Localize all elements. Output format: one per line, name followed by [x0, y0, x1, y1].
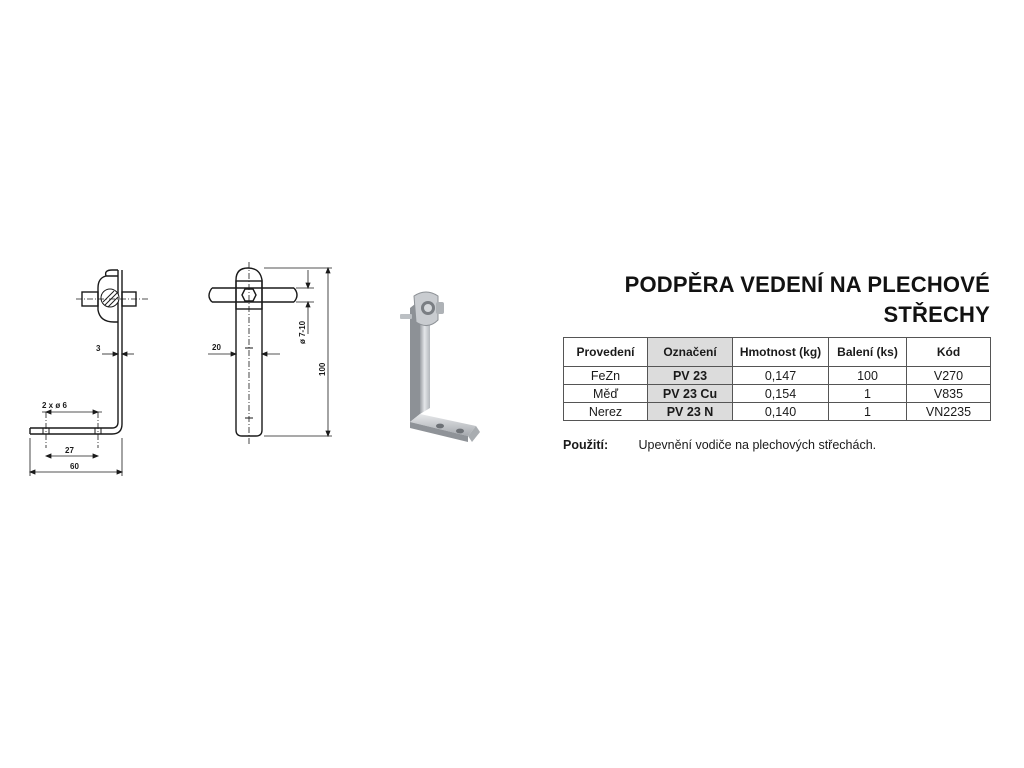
side-view-drawing [22, 262, 162, 482]
product-photo [396, 286, 488, 452]
dim-60-label: 60 [70, 462, 79, 471]
cell-baleni: 1 [829, 403, 907, 421]
cell-kod: VN2235 [907, 403, 991, 421]
cell-oznaceni: PV 23 [648, 367, 733, 385]
table-row [564, 385, 991, 403]
table-row [564, 403, 991, 421]
cell-provedeni: Měď [564, 385, 648, 403]
usage-note [563, 438, 876, 452]
cell-baleni: 1 [829, 385, 907, 403]
dim-3-label: 3 [96, 344, 101, 353]
header-kod: Kód [907, 338, 991, 367]
dim-27-label: 27 [65, 446, 74, 455]
dim-holes-label: 2 x ø 6 [42, 401, 67, 410]
usage-text: Upevnění vodiče na plechových střechách. [638, 438, 877, 452]
product-title-line-2: STŘECHY [883, 302, 990, 327]
usage-label: Použití: [563, 438, 609, 452]
table-header-row [564, 338, 991, 367]
cell-oznaceni: PV 23 N [648, 403, 733, 421]
dim-diameter-label: ø 7-10 [298, 320, 307, 344]
cell-oznaceni: PV 23 Cu [648, 385, 733, 403]
cell-provedeni: Nerez [564, 403, 648, 421]
header-hmotnost: Hmotnost (kg) [733, 338, 829, 367]
cell-hmotnost: 0,154 [733, 385, 829, 403]
header-baleni: Balení (ks) [829, 338, 907, 367]
cell-hmotnost: 0,140 [733, 403, 829, 421]
product-title-line-1: PODPĚRA VEDENÍ NA PLECHOVÉ [624, 272, 990, 297]
header-oznaceni: Označení [648, 338, 733, 367]
dim-100-label: 100 [318, 362, 327, 376]
table-row [564, 367, 991, 385]
header-provedeni: Provedení [564, 338, 648, 367]
spec-table [563, 337, 991, 421]
front-view-drawing [190, 258, 340, 448]
cell-baleni: 100 [829, 367, 907, 385]
cell-hmotnost: 0,147 [733, 367, 829, 385]
cell-kod: V835 [907, 385, 991, 403]
cell-provedeni: FeZn [564, 367, 648, 385]
cell-kod: V270 [907, 367, 991, 385]
dim-20-label: 20 [212, 343, 221, 352]
